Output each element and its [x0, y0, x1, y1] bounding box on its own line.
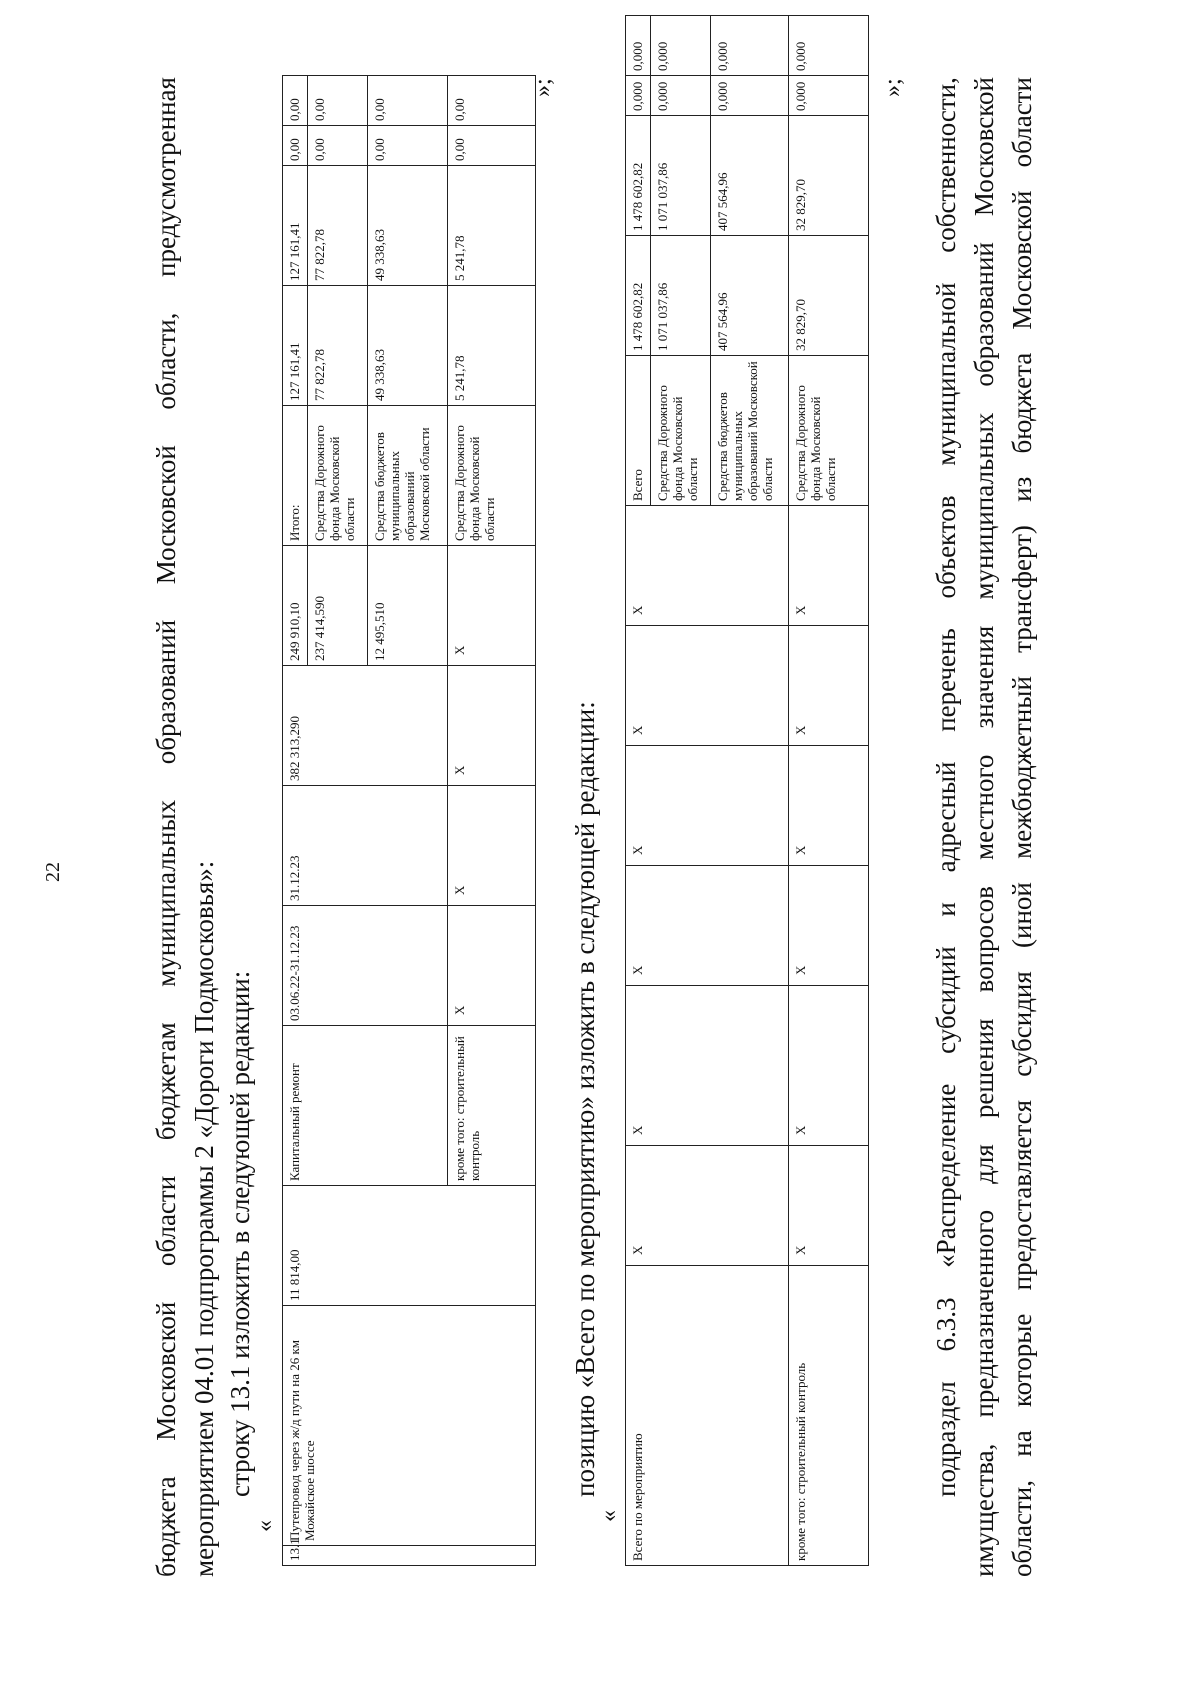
table2-cell: 1 071 037,86 [651, 236, 711, 356]
intro-line-1: бюджета Московской области бюджетам муниципальных образований Московской области, предусмотренная [151, 77, 181, 1577]
table2-cell: 0,000 [789, 16, 869, 76]
mid-instruction: позицию «Всего по мероприятию» изложить в следующей редакции: [570, 701, 600, 1497]
table2-x: Х [789, 1146, 869, 1266]
table1-funded-b: 12 495,510 [368, 546, 448, 666]
table2-cell: 0,000 [711, 76, 789, 116]
table-total-by-activity [625, 15, 869, 1566]
table2-x: Х [626, 626, 789, 746]
table1-source: Средства Дорожного фонда Московской области [448, 406, 536, 546]
table2-source: Средства бюджетов муниципальных образований Московской области [711, 356, 789, 506]
intro-line-2: мероприятием 04.01 подпрограммы 2 «Дороги Подмосковья»: [189, 860, 219, 1577]
outro-line-2: имущества, предназначенного для решения вопросов местного значения муниципальных образований Московской [969, 77, 999, 1577]
table1-cell: 49 338,63 [368, 286, 448, 406]
table1-cost: 382 313,290 [283, 666, 448, 786]
table1-cell: 77 822,78 [308, 286, 368, 406]
intro-line-3: строку 13.1 изложить в следующей редакции: [225, 970, 255, 1497]
table1-dates: 03.06.22-31.12.23 [283, 906, 448, 1026]
close-quote-1: »; [530, 78, 556, 97]
table1-x: Х [448, 786, 536, 906]
table2-x: Х [626, 1146, 789, 1266]
table1-x: Х [448, 906, 536, 1026]
table-row-13-1 [282, 75, 536, 1566]
table2-cell: 0,000 [626, 16, 651, 76]
outro-line-1: подраздел 6.3.3 «Распределение субсидий и адресный перечень объектов муниципальной собственности, [931, 77, 961, 1497]
table2-x: Х [789, 866, 869, 986]
table1-row-total [283, 76, 308, 1566]
table2-x: Х [626, 866, 789, 986]
table2-cell: 0,000 [789, 76, 869, 116]
table1-source: Средства бюджетов муниципальных образований Московской области [368, 406, 448, 546]
table1-end-date: 31.12.23 [283, 786, 448, 906]
table2-x: Х [789, 626, 869, 746]
table1-work-extra: кроме того: строительный контроль [448, 1026, 536, 1186]
table1-object-name: Путепровод через ж/д пути на 26 км Можайское шоссе [283, 1306, 536, 1546]
open-quote-1: « [252, 1520, 278, 1532]
table2-x: Х [626, 506, 789, 626]
table2-cell: 0,000 [651, 16, 711, 76]
table1-cell: 5 241,78 [448, 166, 536, 286]
table2-row-total [626, 16, 651, 1566]
table1-cell: 127 161,41 [283, 286, 308, 406]
close-quote-2: »; [880, 78, 906, 97]
table1-cell: 0,00 [448, 76, 536, 126]
outro-line-3: области, на которые предоставляется субсидия (иной межбюджетный трансферт) из бюджета Московской области [1007, 77, 1037, 1577]
table1-funded: 249 910,10 [283, 546, 308, 666]
table2-cell: 0,000 [651, 76, 711, 116]
table2-cell: 32 829,70 [789, 116, 869, 236]
table1-funded-a: 237 414,590 [308, 546, 368, 666]
table1-cell: 0,00 [308, 126, 368, 166]
table1-cell: 0,00 [368, 126, 448, 166]
table2-cell: 407 564,96 [711, 116, 789, 236]
table1-cell: 0,00 [283, 76, 308, 126]
table2-cell: 0,000 [626, 76, 651, 116]
table2-source: Средства Дорожного фонда Московской области [789, 356, 869, 506]
table2-x: Х [789, 506, 869, 626]
table1-capacity: 11 814,00 [283, 1186, 536, 1306]
table2-row-control [789, 16, 869, 1566]
table2-x: Х [789, 746, 869, 866]
table2-cell: 32 829,70 [789, 236, 869, 356]
table1-source: Средства Дорожного фонда Московской области [308, 406, 368, 546]
table2-cell: 407 564,96 [711, 236, 789, 356]
table2-source: Средства Дорожного фонда Московской области [651, 356, 711, 506]
table1-cell: 49 338,63 [368, 166, 448, 286]
table2-source: Всего [626, 356, 651, 506]
table1-cell: 127 161,41 [283, 166, 308, 286]
table1-work-type: Капитальный ремонт [283, 1026, 448, 1186]
table2-cell: 1 071 037,86 [651, 116, 711, 236]
table1-x: Х [448, 666, 536, 786]
open-quote-2: « [596, 1510, 622, 1522]
table2-x: Х [789, 986, 869, 1146]
table1-cell: 77 822,78 [308, 166, 368, 286]
table1-cell: 0,00 [283, 126, 308, 166]
table2-x: Х [626, 986, 789, 1146]
table1-cell: 0,00 [448, 126, 536, 166]
table1-cell: 5 241,78 [448, 286, 536, 406]
table1-source: Итого: [283, 406, 308, 546]
table1-cell: 0,00 [368, 76, 448, 126]
table1-cell: 0,00 [308, 76, 368, 126]
table2-label-extra: кроме того: строительный контроль [789, 1266, 869, 1566]
table2-cell: 1 478 602,82 [626, 116, 651, 236]
table2-label-total: Всего по мероприятию [626, 1266, 789, 1566]
table1-num: 13.1 [283, 1546, 536, 1566]
page-number: 22 [42, 862, 64, 882]
table2-x: Х [626, 746, 789, 866]
table1-x: Х [448, 546, 536, 666]
table2-cell: 1 478 602,82 [626, 236, 651, 356]
table2-cell: 0,000 [711, 16, 789, 76]
